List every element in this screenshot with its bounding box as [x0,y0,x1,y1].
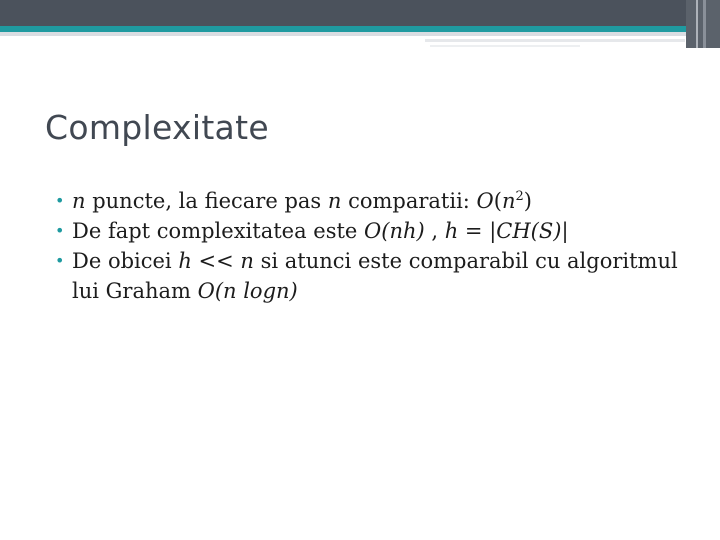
math-variable: n [240,249,254,273]
bullet-list [55,186,695,306]
bullet-text: ( [493,189,502,213]
top-light-stripe [0,32,720,36]
math-formula: CH(S) [496,219,562,243]
bullet-text: << [191,249,241,273]
corner-stripe [696,0,698,48]
math-formula: O(nh) [364,219,425,243]
math-variable: n [72,189,86,213]
bullet-marker: • [55,221,65,240]
math-variable: O [476,189,494,213]
bullet-item [55,186,695,216]
bullet-item [55,216,695,246]
bullet-text: ) [523,189,532,213]
math-formula: O(n logn) [197,279,298,303]
bullet-text: | [561,219,569,243]
bullet-text: si atunci este comparabil cu algoritmul lui Graham [72,249,678,303]
bullet-text: De obicei [72,249,179,273]
decorative-line [430,45,580,47]
corner-stripe [703,0,706,48]
bullet-text: puncte, la fiecare pas [85,189,328,213]
math-variable: n [501,189,516,213]
slide-title: Complexitate [45,108,269,147]
bullet-marker: • [55,251,65,270]
top-band [0,0,720,26]
bullet-marker: • [55,191,65,210]
math-variable: h [444,219,459,243]
bullet-text: comparatii: [341,189,477,213]
exponent: 2 [515,189,524,204]
math-variable: h [178,249,192,273]
math-variable: n [327,189,342,213]
bullet-text: = | [458,219,497,243]
bullet-item [55,246,695,306]
bullet-text: De fapt complexitatea este [72,219,365,243]
bullet-text: , [424,219,445,243]
decorative-line [425,39,685,42]
